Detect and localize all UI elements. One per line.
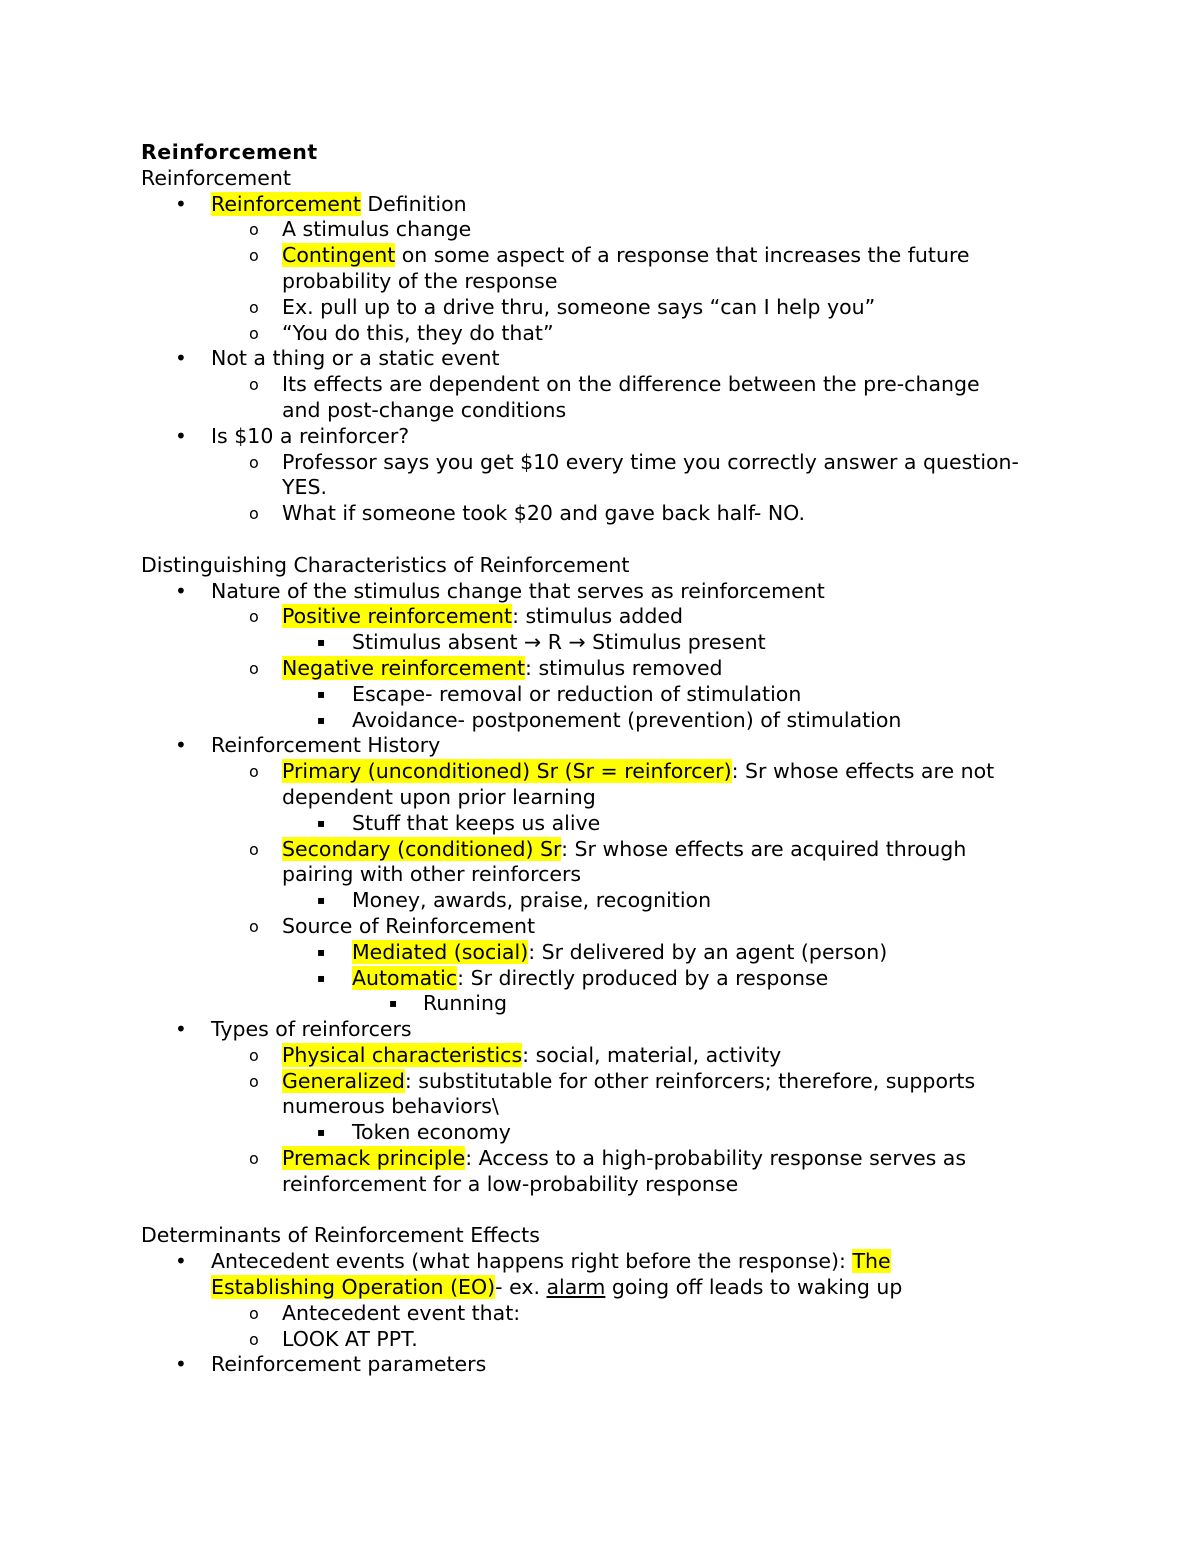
bullet-circle: o	[249, 1071, 259, 1091]
highlighted-term: Reinforcement	[211, 191, 361, 216]
highlighted-term: Contingent	[282, 243, 396, 268]
bullet-circle: o	[249, 916, 259, 936]
list-item: ▪ Avoidance- postponement (prevention) of stimulation	[317, 707, 902, 732]
document-body	[141, 140, 1101, 1378]
bullet-circle: o	[249, 1149, 259, 1169]
blank-line	[141, 527, 1101, 553]
list-item: o Positive reinforcement: stimulus added	[249, 604, 683, 629]
list-item: ▪ Token economy	[317, 1120, 511, 1145]
list-item-continuation: dependent upon prior learning	[282, 784, 596, 809]
list-item: o “You do this, they do that”	[249, 320, 554, 345]
highlighted-term: Establishing Operation (EO)	[211, 1275, 496, 1300]
list-item: • Antecedent events (what happens right before the response): The	[175, 1249, 891, 1274]
list-item: o Physical characteristics: social, material, activity	[249, 1042, 782, 1067]
bullet-square: ▪	[317, 712, 326, 727]
list-item: o Source of Reinforcement	[249, 913, 536, 938]
list-item: o Its effects are dependent on the difference between the pre-change	[249, 372, 980, 397]
section-heading: Distinguishing Characteristics of Reinforcement	[141, 552, 630, 577]
bullet-square: ▪	[389, 996, 398, 1011]
list-item: o Ex. pull up to a drive thru, someone says “can I help you”	[249, 294, 876, 319]
highlighted-term: Mediated (social)	[352, 939, 529, 964]
bullet-dot: •	[175, 1352, 187, 1377]
bullet-square: ▪	[317, 635, 326, 650]
highlighted-term: The	[852, 1249, 891, 1274]
bullet-dot: •	[175, 1249, 187, 1274]
list-item: o Generalized: substitutable for other reinforcers; therefore, supports	[249, 1068, 976, 1093]
list-item-continuation: reinforcement for a low-probability response	[282, 1171, 739, 1196]
bullet-circle: o	[249, 658, 259, 678]
highlighted-term: Generalized	[282, 1068, 405, 1093]
list-item: o What if someone took $20 and gave back half- NO.	[249, 501, 806, 526]
list-item: • Types of reinforcers	[175, 1017, 412, 1042]
bullet-square: ▪	[317, 970, 326, 985]
list-item: ▪ Mediated (social): Sr delivered by an agent (person)	[317, 939, 888, 964]
highlighted-term: Primary (unconditioned) Sr (Sr = reinforcer)	[282, 759, 732, 784]
list-item: ▪ Money, awards, praise, recognition	[317, 888, 712, 913]
highlighted-term: Physical characteristics	[282, 1042, 523, 1067]
list-item: • Is $10 a reinforcer?	[175, 423, 410, 448]
bullet-circle: o	[249, 1045, 259, 1065]
bullet-circle: o	[249, 762, 259, 782]
list-item: • Reinforcement parameters	[175, 1352, 487, 1377]
highlighted-term: Automatic	[352, 965, 458, 990]
bullet-circle: o	[249, 452, 259, 472]
bullet-dot: •	[175, 578, 187, 603]
bullet-circle: o	[249, 297, 259, 317]
section-heading: Reinforcement	[141, 165, 291, 190]
bullet-circle: o	[249, 1303, 259, 1323]
bullet-circle: o	[249, 375, 259, 395]
highlighted-term: Positive reinforcement	[282, 604, 513, 629]
list-item: • Nature of the stimulus change that serves as reinforcement	[175, 578, 825, 603]
list-item: o Negative reinforcement: stimulus removed	[249, 655, 723, 680]
bullet-circle: o	[249, 1329, 259, 1349]
list-item: ▪ Stuff that keeps us alive	[317, 810, 601, 835]
highlighted-term: Premack principle	[282, 1146, 466, 1171]
blank-line	[141, 1198, 1101, 1224]
bullet-circle: o	[249, 839, 259, 859]
bullet-circle: o	[249, 246, 259, 266]
bullet-circle: o	[249, 504, 259, 524]
document-title: Reinforcement	[141, 140, 318, 164]
list-item-continuation: pairing with other reinforcers	[282, 862, 582, 887]
highlighted-term: Secondary (conditioned) Sr	[282, 836, 562, 861]
list-item-continuation: and post-change conditions	[282, 397, 567, 422]
list-item-continuation: probability of the response	[282, 268, 558, 293]
list-item-continuation: numerous behaviors\	[282, 1094, 499, 1119]
list-item: o Premack principle: Access to a high-probability response serves as	[249, 1146, 967, 1171]
bullet-square: ▪	[317, 893, 326, 908]
bullet-dot: •	[175, 346, 187, 371]
bullet-circle: o	[249, 323, 259, 343]
bullet-square: ▪	[317, 815, 326, 830]
list-item: • Reinforcement Definition	[175, 191, 467, 216]
list-item: • Not a thing or a static event	[175, 346, 500, 371]
list-item: o LOOK AT PPT.	[249, 1326, 418, 1351]
list-item: ▪ Escape- removal or reduction of stimulation	[317, 681, 802, 706]
bullet-square: ▪	[317, 944, 326, 959]
bullet-dot: •	[175, 423, 187, 448]
highlighted-term: Negative reinforcement	[282, 655, 526, 680]
list-item: ▪ Automatic: Sr directly produced by a response	[317, 965, 829, 990]
list-item: o Contingent on some aspect of a response that increases the future	[249, 243, 970, 268]
list-item: o Professor says you get $10 every time you correctly answer a question-	[249, 449, 1019, 474]
bullet-dot: •	[175, 1017, 187, 1042]
bullet-circle: o	[249, 220, 259, 240]
list-item: o Secondary (conditioned) Sr: Sr whose effects are acquired through	[249, 836, 967, 861]
list-item: o Primary (unconditioned) Sr (Sr = reinforcer): Sr whose effects are not	[249, 759, 995, 784]
bullet-circle: o	[249, 607, 259, 627]
list-item-continuation: YES.	[282, 475, 328, 500]
bullet-dot: •	[175, 733, 187, 758]
section-heading: Determinants of Reinforcement Effects	[141, 1223, 540, 1248]
list-item: o Antecedent event that:	[249, 1300, 521, 1325]
underlined-word: alarm	[546, 1275, 606, 1300]
list-item: ▪ Running	[389, 991, 508, 1016]
bullet-dot: •	[175, 191, 187, 216]
list-item-continuation: Establishing Operation (EO)- ex. alarm going off leads to waking up	[211, 1275, 903, 1300]
bullet-square: ▪	[317, 686, 326, 701]
list-item: o A stimulus change	[249, 217, 472, 242]
bullet-square: ▪	[317, 1125, 326, 1140]
list-item: • Reinforcement History	[175, 733, 441, 758]
list-item: ▪ Stimulus absent → R → Stimulus present	[317, 630, 766, 655]
